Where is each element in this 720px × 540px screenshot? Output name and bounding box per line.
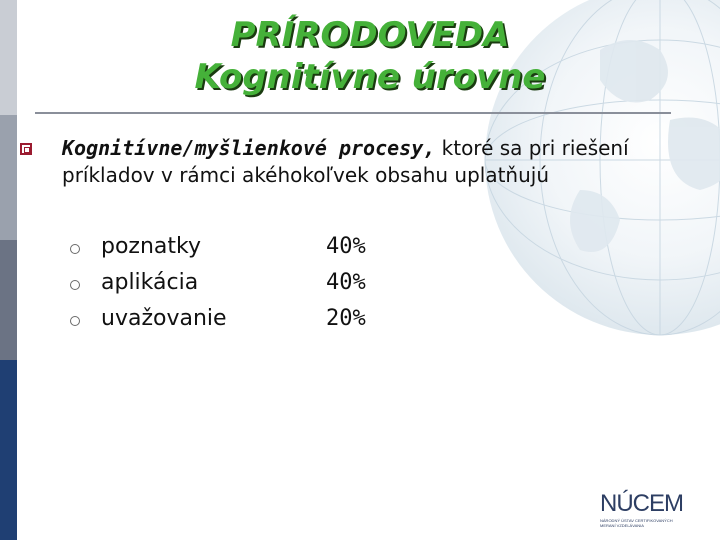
sidebar-stripe-3	[0, 240, 17, 360]
circle-bullet-icon	[70, 280, 80, 290]
main-bullet-text	[62, 135, 672, 189]
logo-name: NÚCEM	[600, 490, 683, 517]
level-label: poznatky	[101, 234, 201, 259]
main-bullet-bold: Kognitívne/myšlienkové procesy,	[62, 136, 436, 160]
slide-title	[0, 14, 720, 98]
nucem-logo	[600, 492, 690, 528]
main-bullet-rest: ktoré sa pri riešení príkladov v rámci akéhokoľvek obsahu uplatňujú	[62, 136, 629, 187]
circle-bullet-icon	[70, 244, 80, 254]
sidebar-stripe-2	[0, 115, 17, 240]
cognitive-levels-list	[70, 234, 470, 342]
circle-bullet-icon	[70, 316, 80, 326]
list-item	[70, 234, 470, 270]
list-item	[70, 306, 470, 342]
list-item	[70, 270, 470, 306]
level-label: aplikácia	[101, 270, 199, 295]
logo-subtitle: NÁRODNÝ ÚSTAV CERTIFIKOVANÝCH MERANÍ VZDELÁVANIA	[600, 518, 673, 528]
level-percent: 20%	[326, 306, 366, 331]
square-bullet-icon	[20, 143, 32, 155]
level-label: uvažovanie	[101, 306, 227, 331]
level-percent: 40%	[326, 234, 366, 259]
title-line-2: Kognitívne úrovne	[194, 57, 546, 97]
sidebar-stripe-4	[0, 360, 17, 540]
title-divider	[35, 112, 671, 114]
level-percent: 40%	[326, 270, 366, 295]
title-line-1: PRÍRODOVEDA	[230, 15, 510, 55]
